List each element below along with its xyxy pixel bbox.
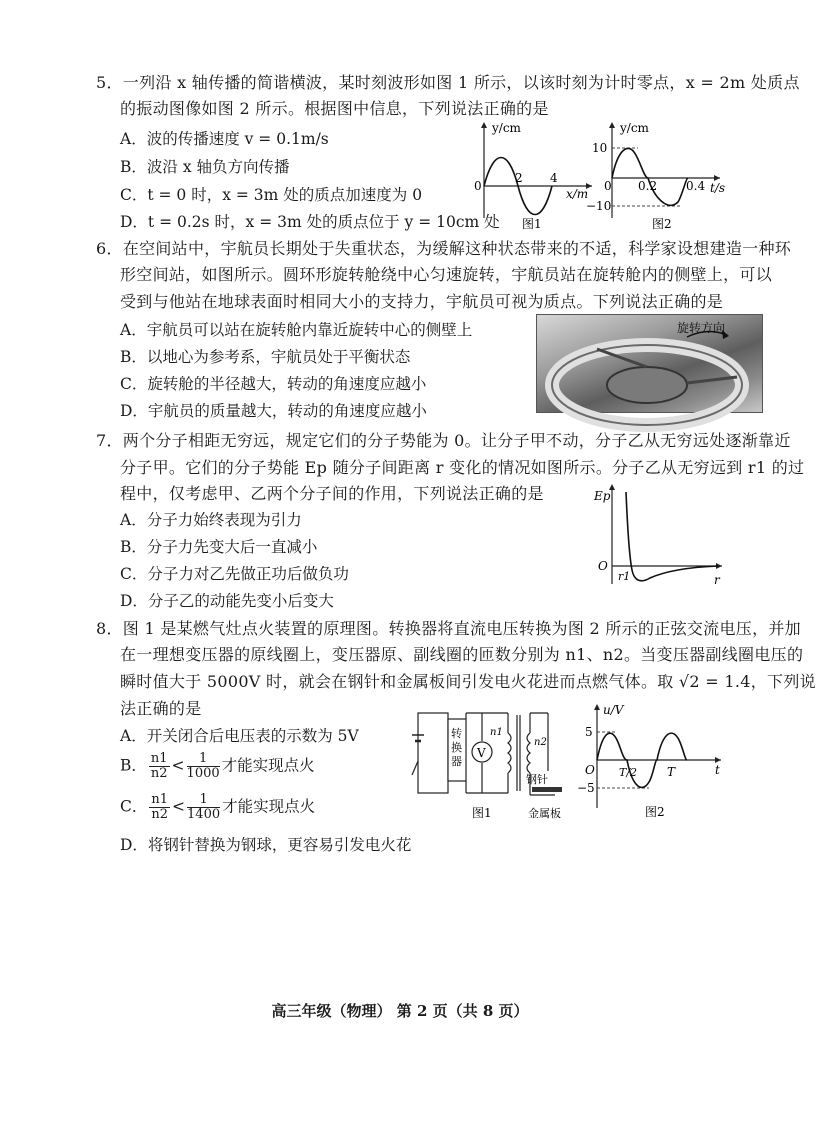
q5-fig1-caption: 图1	[522, 217, 542, 231]
q7-option-c: C．分子力对乙先做正功后做负功	[120, 565, 349, 583]
q8-option-b-lt: <	[171, 756, 185, 775]
q5-fig2-tick-0: 0	[604, 179, 612, 193]
q8-fig1-voltmeter: V	[477, 746, 486, 760]
q8-option-b-num: 1	[187, 752, 220, 767]
q8-stem-line1: 8．图 1 是某燃气灶点火装置的原理图。转换器将直流电压转换为图 2 所示的正弦交流电压，并加	[96, 619, 801, 638]
space-station-photo	[536, 314, 763, 413]
q5-option-b: B．波沿 x 轴负方向传播	[120, 158, 290, 176]
q5-fig2-caption: 图2	[652, 217, 672, 231]
q8-fig2-origin: O	[585, 763, 595, 777]
q7-graph-origin: O	[598, 559, 608, 573]
q7-stem-line2: 分子甲。它们的分子势能 Ep 随分子间距离 r 变化的情况如图所示。分子乙从无穷远到 r1 的过	[120, 458, 805, 477]
q5-stem-line2: 的振动图像如图 2 所示。根据图中信息，下列说法正确的是	[120, 99, 549, 118]
q8-fig1-converter-c2: 换	[451, 741, 462, 754]
q8-fig2-period: T	[667, 765, 676, 779]
q8-option-b-den: 1000	[186, 766, 220, 781]
q8-option-c-prefix: C．	[120, 797, 148, 816]
q8-option-c-ratio-num: n1	[151, 792, 169, 807]
q8-fig1-plate: 金属板	[528, 807, 561, 820]
q5-option-a: A．波的传播速度 v = 0.1m/s	[120, 130, 329, 148]
q6-option-b: B．以地心为参考系，宇航员处于平衡状态	[120, 348, 411, 366]
q5-fig1-tick-0: 0	[474, 179, 482, 193]
q5-fig2-tick-04: 0.4	[686, 179, 706, 193]
q6-option-a: A．宇航员可以站在旋转舱内靠近旋转中心的侧壁上	[120, 321, 473, 339]
q7-stem-line1: 7．两个分子相距无穷远，规定它们的分子势能为 0。让分子甲不动，分子乙从无穷远处逐渐靠近	[96, 431, 791, 450]
q5-fig2-xlabel: t/s	[710, 181, 726, 195]
q8-option-b-fraction	[187, 752, 220, 781]
q8-option-b-ratio	[149, 752, 170, 781]
q5-fig1-wave-graph	[470, 118, 600, 230]
q8-fig2-ylabel: u/V	[603, 703, 624, 717]
q8-option-b-ratio-den: n2	[150, 766, 168, 781]
q8-option-b-prefix: B．	[120, 756, 147, 775]
q7-option-d: D．分子乙的动能先变小后变大	[120, 592, 334, 610]
q8-option-c-suffix: 才能实现点火	[222, 797, 316, 816]
q8-fig2-yneg: −5	[577, 781, 595, 795]
q8-fig1-converter-c3: 器	[451, 755, 462, 768]
q8-fig2-caption: 图2	[645, 805, 665, 819]
q8-option-c-fraction	[187, 793, 220, 822]
q5-option-d: D．t = 0.2s 时，x = 3m 处的质点位于 y = 10cm 处	[120, 213, 500, 231]
q8-fig2-ypos: 5	[585, 725, 593, 739]
q8-fig1-needle: 钢针	[526, 773, 548, 786]
q8-fig2-half-period: T/2	[619, 766, 638, 779]
q6-option-d: D．宇航员的质量越大，转动的角速度应越小	[120, 402, 427, 420]
q5-fig2-ylabel: y/cm	[620, 121, 649, 135]
q8-option-c-den: 1400	[187, 807, 221, 822]
q8-fig1-n1: n1	[490, 727, 503, 738]
q5-fig1-xlabel: x/m	[566, 187, 589, 201]
q7-graph-xlabel: r	[714, 573, 720, 587]
q8-option-b-ratio-num: n1	[150, 751, 168, 766]
space-station-ring-image	[537, 315, 762, 412]
q8-option-d: D．将钢针替换为钢球，更容易引发电火花	[120, 836, 412, 854]
q8-stem-line4: 法正确的是	[120, 699, 202, 718]
q7-stem-line3: 程中，仅考虑甲、乙两个分子间的作用，下列说法正确的是	[120, 484, 544, 503]
page-footer: 高三年级（物理） 第 2 页（共 8 页）	[271, 1002, 529, 1020]
q8-stem-line2: 在一理想变压器的原线圈上，变压器原、副线圈的匝数分别为 n1、n2。当变压器副线圈电压的	[120, 645, 804, 664]
q7-graph-ylabel: Ep	[594, 489, 611, 503]
q6-stem-line2: 形空间站，如图所示。圆环形旋转舱绕中心匀速旋转，宇航员站在旋转舱内的侧壁上，可以	[120, 265, 773, 284]
q8-fig1-ignition-circuit	[410, 705, 570, 820]
rotation-direction-label: 旋转方向	[677, 321, 726, 335]
q5-fig2-tick-02: 0.2	[638, 179, 658, 193]
q5-stem-line1: 5．一列沿 x 轴传播的简谐横波，某时刻波形如图 1 所示，以该时刻为计时零点，x = 2m 处质点	[96, 73, 800, 92]
q8-option-a: A．开关闭合后电压表的示数为 5V	[120, 727, 359, 745]
q8-option-b	[120, 752, 315, 781]
q5-fig1-tick-2: 2	[515, 171, 523, 185]
q8-option-c-lt: <	[172, 797, 186, 816]
q8-option-c-ratio-den: n2	[151, 807, 169, 822]
q8-option-c-num: 1	[187, 793, 220, 808]
q8-fig1-caption: 图1	[472, 806, 492, 820]
q5-fig2-yneg: −10	[586, 199, 612, 213]
q5-fig1-ylabel: y/cm	[492, 121, 521, 135]
q8-stem-line3: 瞬时值大于 5000V 时，就会在钢针和金属板间引发电火花进而点燃气体。取 √2 = 1.4，下列说	[120, 672, 816, 691]
q7-potential-energy-graph	[588, 480, 728, 590]
q8-fig2-xlabel: t	[715, 763, 720, 777]
q8-fig2-voltage-graph	[575, 700, 725, 822]
q7-option-b: B．分子力先变大后一直减小	[120, 538, 318, 556]
q8-option-b-suffix: 才能实现点火	[221, 756, 315, 775]
q5-option-c: C．t = 0 时，x = 3m 处的质点加速度为 0	[120, 186, 423, 204]
q7-option-a: A．分子力始终表现为引力	[120, 511, 302, 529]
q8-fig1-converter-c1: 转	[451, 727, 462, 740]
q8-option-c	[120, 793, 315, 822]
q7-graph-r1: r1	[618, 570, 631, 583]
q5-fig2-vibration-graph	[586, 118, 728, 231]
q5-fig2-ypos: 10	[592, 141, 608, 155]
q8-fig1-n2: n2	[534, 737, 547, 748]
q6-option-c: C．旋转舱的半径越大，转动的角速度应越小	[120, 375, 427, 393]
q6-stem-line1: 6．在空间站中，宇航员长期处于失重状态，为缓解这种状态带来的不适，科学家设想建造一种环	[96, 239, 792, 258]
q8-option-c-ratio	[149, 793, 170, 822]
q5-fig1-tick-4: 4	[550, 171, 558, 185]
q6-stem-line3: 受到与他站在地球表面时相同大小的支持力，宇航员可视为质点。下列说法正确的是	[120, 292, 724, 311]
